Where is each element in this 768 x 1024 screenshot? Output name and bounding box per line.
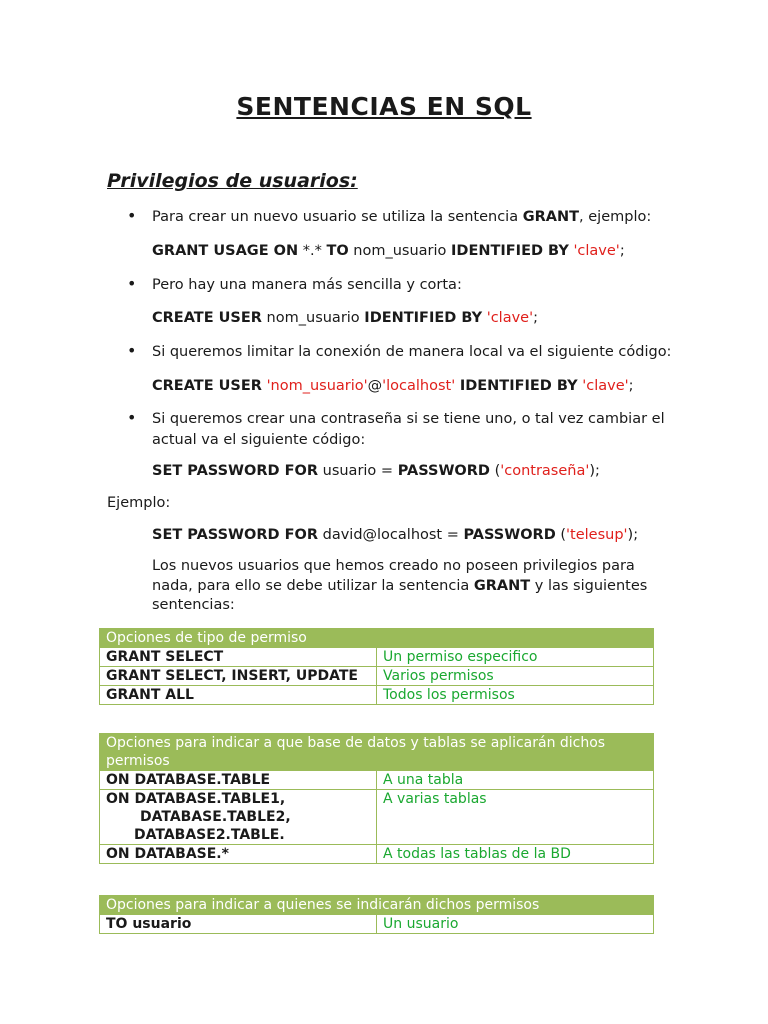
- bullet-text-password-line1: Si queremos crear una contraseña si se tiene uno, o tal vez cambiar el: [152, 411, 665, 427]
- database-scope-table: [99, 733, 654, 864]
- table-header: Opciones de tipo de permiso: [100, 629, 654, 648]
- code-set-password-example: SET PASSWORD FOR david@localhost = PASSWORD ('telesup');: [152, 527, 639, 543]
- description-cell: A una tabla: [377, 771, 654, 790]
- description-cell: Todos los permisos: [377, 686, 654, 705]
- bullet-text-local: Si queremos limitar la conexión de manera local va el siguiente código:: [152, 344, 672, 360]
- table-row: [100, 790, 654, 845]
- option-cell: GRANT ALL: [100, 686, 377, 705]
- option-cell: ON DATABASE.*: [100, 845, 377, 864]
- grantee-table: [99, 895, 654, 934]
- option-line: DATABASE.TABLE2,: [140, 809, 291, 825]
- option-cell: ON DATABASE.TABLE: [100, 771, 377, 790]
- bullet-dot: •: [127, 274, 137, 293]
- code-create-user: CREATE USER nom_usuario IDENTIFIED BY 'clave';: [152, 310, 538, 326]
- bullet-dot: •: [127, 341, 137, 360]
- option-cell: GRANT SELECT: [100, 648, 377, 667]
- description-cell: Un permiso especifico: [377, 648, 654, 667]
- table-row: [100, 667, 654, 686]
- option-line: ON DATABASE.TABLE1,: [106, 791, 286, 807]
- bullet-text-password-line2: actual va el siguiente código:: [152, 432, 366, 448]
- bullet-text-simple: Pero hay una manera más sencilla y corta:: [152, 277, 462, 293]
- description-cell: Un usuario: [377, 915, 654, 934]
- option-line: DATABASE2.TABLE.: [134, 827, 285, 843]
- code-set-password: SET PASSWORD FOR usuario = PASSWORD ('contraseña');: [152, 463, 600, 479]
- table-row: [100, 915, 654, 934]
- table-header: Opciones para indicar a que base de datos y tablas se aplicarán dichos permisos: [100, 734, 654, 771]
- table-header: Opciones para indicar a quienes se indicarán dichos permisos: [100, 896, 654, 915]
- table-row: [100, 771, 654, 790]
- description-cell: A varias tablas: [377, 790, 654, 845]
- example-label: Ejemplo:: [107, 495, 171, 511]
- document-title: SENTENCIAS EN SQL: [236, 92, 532, 121]
- description-cell: A todas las tablas de la BD: [377, 845, 654, 864]
- bullet-dot: •: [127, 206, 137, 225]
- code-grant-usage: GRANT USAGE ON *.* TO nom_usuario IDENTIFIED BY 'clave';: [152, 243, 625, 259]
- section-subtitle: Privilegios de usuarios:: [107, 170, 358, 192]
- intro-paragraph: Los nuevos usuarios que hemos creado no poseen privilegios para nada, para ello se debe utilizar la sentencia GRANT y las siguientes sentencias:: [152, 558, 648, 613]
- table-row: [100, 648, 654, 667]
- option-cell: [100, 790, 377, 845]
- permission-type-table: [99, 628, 654, 705]
- code-create-user-local: CREATE USER 'nom_usuario'@'localhost' IDENTIFIED BY 'clave';: [152, 378, 634, 394]
- option-cell: GRANT SELECT, INSERT, UPDATE: [100, 667, 377, 686]
- option-cell: TO usuario: [100, 915, 377, 934]
- bullet-dot: •: [127, 408, 137, 427]
- description-cell: Varios permisos: [377, 667, 654, 686]
- table-row: [100, 686, 654, 705]
- table-row: [100, 845, 654, 864]
- bullet-text-grant: Para crear un nuevo usuario se utiliza la sentencia GRANT, ejemplo:: [152, 209, 652, 225]
